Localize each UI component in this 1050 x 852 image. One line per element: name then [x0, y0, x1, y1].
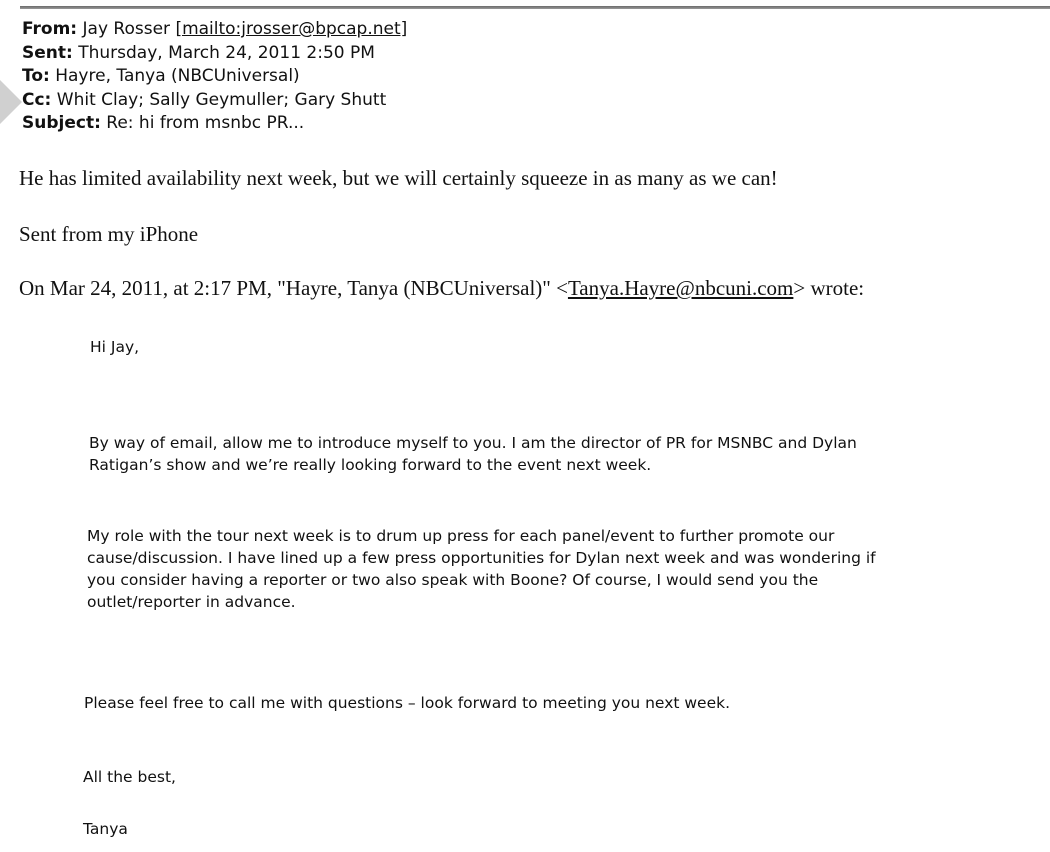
sent-label: Sent: — [22, 42, 73, 63]
quote-email-link[interactable]: Tanya.Hayre@nbcuni.com — [567, 276, 794, 300]
quoted-paragraph-2 — [87, 525, 876, 613]
page-corner-fold — [0, 80, 22, 124]
quoted-p2-line: cause/discussion. I have lined up a few press opportunities for Dylan next week and was wondering if — [87, 549, 876, 567]
cc-row — [22, 89, 407, 113]
to-row — [22, 65, 407, 89]
quoted-p1-line: Ratigan’s show and we’re really looking forward to the event next week. — [89, 456, 652, 474]
from-mailto-link[interactable]: [mailto:jrosser@bpcap.net] — [175, 19, 408, 39]
quoted-paragraph-1 — [89, 432, 857, 476]
to-value: Hayre, Tanya (NBCUniversal) — [55, 66, 300, 86]
quoted-p2-line: My role with the tour next week is to drum up press for each panel/event to further promote our — [87, 527, 835, 545]
quoted-sign-name: Tanya — [83, 820, 128, 838]
email-header — [22, 18, 407, 136]
cc-value: Whit Clay; Sally Geymuller; Gary Shutt — [56, 89, 387, 110]
subject-row — [22, 112, 407, 136]
subject-label: Subject: — [22, 113, 101, 133]
quote-intro-prefix: On Mar 24, 2011, at 2:17 PM, "Hayre, Tanya (NBCUniversal)" < — [19, 276, 568, 300]
quoted-p2-line: outlet/reporter in advance. — [87, 593, 296, 611]
from-name: Jay Rosser — [82, 19, 171, 39]
from-label: From: — [22, 19, 78, 39]
quote-intro — [19, 276, 864, 301]
quoted-greeting: Hi Jay, — [90, 338, 140, 356]
subject-value: Re: hi from msnbc PR... — [106, 113, 305, 133]
top-divider — [20, 6, 1050, 9]
quoted-p2-line: you consider having a reporter or two also speak with Boone? Of course, I would send you the — [87, 571, 819, 589]
cc-label: Cc: — [22, 89, 52, 110]
sent-row — [22, 42, 407, 66]
quote-intro-suffix: > wrote: — [793, 276, 865, 300]
reply-signature: Sent from my iPhone — [19, 222, 199, 246]
quoted-paragraph-3: Please feel free to call me with questions – look forward to meeting you next week. — [84, 694, 731, 712]
quoted-closing: All the best, — [83, 768, 176, 786]
reply-body: He has limited availability next week, but we will certainly squeeze in as many as we can! — [19, 166, 778, 190]
from-row — [22, 18, 407, 42]
quoted-p1-line: By way of email, allow me to introduce myself to you. I am the director of PR for MSNBC and Dylan — [89, 434, 857, 452]
sent-value: Thursday, March 24, 2011 2:50 PM — [78, 42, 375, 63]
to-label: To: — [22, 66, 50, 86]
